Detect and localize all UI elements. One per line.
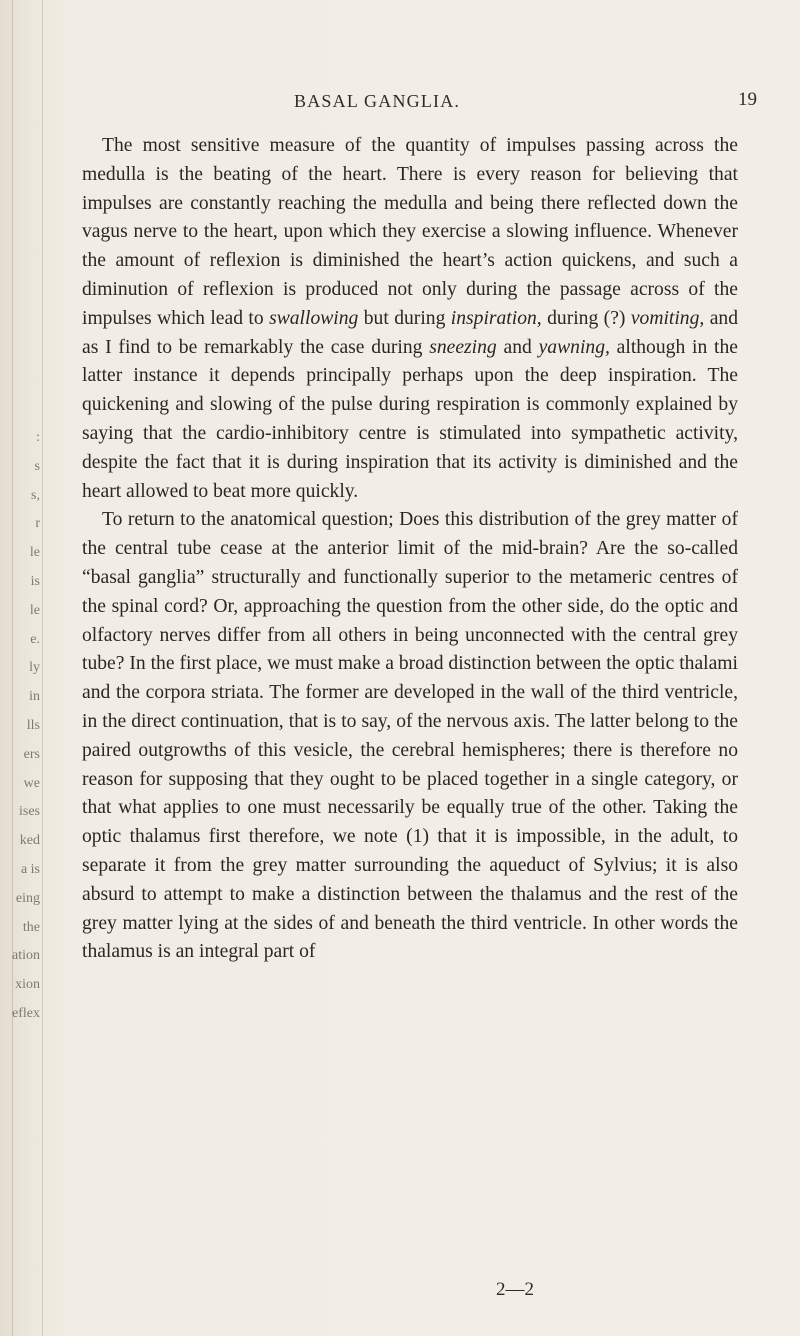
paragraph	[82, 506, 738, 967]
text-run: The most sensitive measure of the quantity of impulses passing across the medulla is the beating of the heart. There is every reason for believing that impulses are constantly reaching the medulla and being there reflected down the vagus nerve to the heart, upon which they exercise a slowing influence. Whenever the amount of reflexion is diminished the heart’s action quickens, and such a diminution of reflexion is produced not only during the passage across of the impulses which lead to	[82, 135, 738, 329]
margin-fragment: the	[22, 919, 40, 935]
margin-fragment: ation	[12, 948, 40, 964]
margin-fragment: ked	[19, 833, 40, 849]
body-text	[82, 132, 738, 967]
text-run: although in the latter instance it depends principally perhaps upon the deep inspiration. The quickening and slowing of the pulse during respiration is commonly explained by saying that the cardio-inhibitory centre is stimulated into sympathetic activity, despite the fact that it is during inspiration that its activity is diminished and the heart allowed to beat more quickly.	[82, 336, 738, 502]
margin-fragment: le	[29, 545, 40, 561]
margin-fragment: is	[30, 574, 40, 589]
margin-fragment: a is	[20, 862, 40, 877]
text-run: but during	[358, 307, 451, 329]
margin-fragment: le	[29, 602, 40, 618]
margin-fragment: lls	[26, 718, 40, 733]
italic-term: swallowing	[269, 307, 359, 329]
paragraph	[82, 132, 738, 506]
margin-fragment: in	[29, 689, 40, 705]
text-run: and	[496, 336, 539, 358]
margin-fragment: eing	[15, 890, 40, 906]
text-run: during (?)	[541, 307, 631, 329]
running-head: BASAL GANGLIA.	[294, 91, 461, 111]
gutter-line	[42, 0, 43, 1336]
italic-term: yawning,	[538, 336, 610, 358]
margin-fragment: r	[35, 516, 40, 532]
margin-fragment: ers	[23, 746, 40, 762]
italic-term: vomiting,	[630, 307, 705, 329]
italic-term: inspiration,	[450, 307, 542, 329]
page-number: 19	[738, 89, 757, 110]
margin-fragment: s	[34, 458, 40, 474]
text-run: To return to the anatomical question; Does this distribution of the grey matter of the central tube cease at the anterior limit of the mid-brain? Are the so-called “basal ganglia” structurally and functionally superior to the metameric centres of the spinal cord? Or, approaching the question from the other side, do the optic and olfactory nerves differ from all others in being unconnected with the central grey tube? In the first place, we must make a broad distinction between the optic thalami and the corpora striata. The former are developed in the wall of the third ventricle, in the direct continuation, that is to say, of the nervous axis. The latter belong to the paired outgrowths of this vesicle, the cerebral hemispheres; there is therefore no reason for supposing that they ought to be placed together in a single category, or that what applies to one must necessarily be equally true of the other. Taking the optic thalamus first therefore, we note (1) that it is impossible, in the adult, to separate it from the grey matter surrounding the aqueduct of Sylvius; it is also absurd to attempt to make a distinction between the thalamus and the rest of the grey matter lying at the sides of and beneath the third ventricle. In other words the thalamus is an integral part of	[82, 509, 738, 963]
margin-fragment: we	[23, 775, 40, 791]
text-run: and as I find to be remarkably the case during	[82, 307, 738, 358]
margin-fragment: eflex	[12, 1006, 40, 1021]
margin-fragment: ly	[29, 660, 40, 676]
signature-mark: 2—2	[496, 1279, 534, 1300]
margin-fragment: e.	[30, 631, 40, 647]
margin-fragment: :	[36, 430, 40, 445]
margin-fragment: xion	[15, 977, 40, 993]
margin-fragment: ises	[19, 804, 40, 820]
margin-fragment: s,	[31, 487, 40, 503]
italic-term: sneezing	[429, 336, 497, 358]
